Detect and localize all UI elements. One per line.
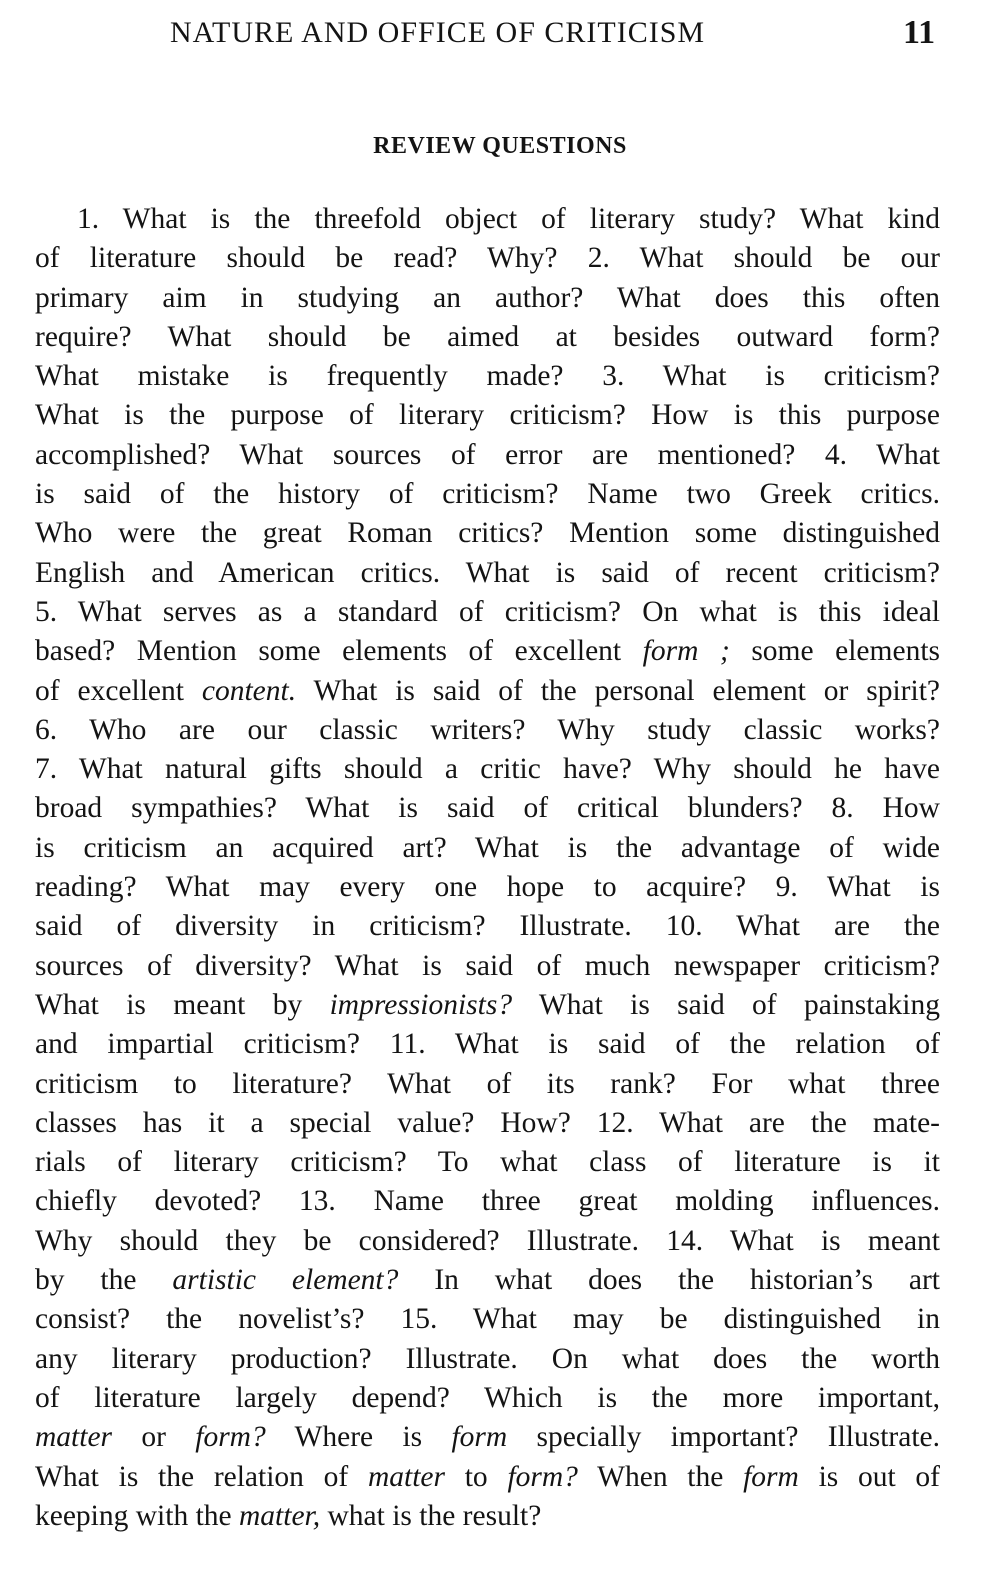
text-segment: to: [445, 1460, 508, 1493]
running-title: NATURE AND OFFICE OF CRITICISM: [170, 16, 706, 49]
text-line: [35, 1104, 940, 1143]
text-segment: sources of diversity? What is said of much newspaper criticism?: [35, 949, 940, 982]
text-line: [35, 396, 940, 435]
text-line: [35, 1379, 940, 1418]
text-segment: Where is: [265, 1421, 452, 1454]
text-segment: any literary production? Illustrate. On what does the worth: [35, 1342, 940, 1375]
text-segment: 5. What serves as a standard of criticism? On what is this ideal: [35, 595, 940, 628]
text-segment: When the: [577, 1460, 744, 1493]
text-segment: based? Mention some elements of excellent: [35, 635, 643, 668]
text-segment: classes has it a special value? How? 12. What are the mate-: [35, 1106, 940, 1139]
italic-text-segment: form: [451, 1421, 508, 1454]
text-segment: specially important? Illustrate.: [507, 1421, 940, 1454]
text-segment: criticism to literature? What of its rank? For what three: [35, 1067, 940, 1100]
text-line: [35, 1458, 940, 1497]
text-line: [35, 1300, 940, 1339]
text-segment: of literature largely depend? Which is the more important,: [35, 1381, 940, 1414]
text-segment: is said of the history of criticism? Name two Greek critics.: [35, 478, 940, 511]
text-segment: What is meant by: [35, 988, 330, 1021]
text-segment: keeping with the: [35, 1499, 239, 1532]
text-segment: some elements: [729, 635, 940, 668]
text-line: [35, 279, 940, 318]
text-line: [35, 868, 940, 907]
text-segment: is criticism an acquired art? What is the advantage of wide: [35, 831, 940, 864]
text-line: [35, 947, 940, 986]
text-segment: Who were the great Roman critics? Mention some distinguished: [35, 517, 940, 550]
text-segment: 1. What is the threefold object of literary study? What kind: [77, 203, 940, 235]
italic-text-segment: impressionists?: [329, 988, 513, 1021]
text-segment: is out of: [798, 1460, 940, 1493]
text-line: [35, 318, 940, 357]
italic-text-segment: form?: [195, 1421, 266, 1454]
italic-text-segment: content.: [201, 674, 297, 707]
text-line: [35, 632, 940, 671]
italic-text-segment: form ;: [642, 635, 730, 668]
text-line: [35, 1261, 940, 1300]
text-line: [35, 789, 940, 828]
text-line: [35, 1497, 940, 1536]
text-segment: In what does the historian’s art: [398, 1264, 940, 1297]
running-head: [0, 16, 1000, 66]
text-line: [35, 514, 940, 553]
text-segment: Why should they be considered? Illustrate. 14. What is meant: [35, 1224, 940, 1257]
text-segment: and impartial criticism? 11. What is said of the relation of: [35, 1028, 940, 1061]
text-segment: of literature should be read? Why? 2. What should be our: [35, 242, 940, 275]
text-segment: of excellent: [35, 674, 202, 707]
text-line: [35, 907, 940, 946]
text-segment: 6. Who are our classic writers? Why study classic works?: [35, 713, 940, 746]
text-segment: what is the result?: [320, 1499, 542, 1532]
text-line: [35, 1340, 940, 1379]
italic-text-segment: form?: [507, 1460, 578, 1493]
text-line: [35, 829, 940, 868]
text-line: [35, 475, 940, 514]
italic-text-segment: artistic element?: [172, 1264, 399, 1297]
text-segment: chiefly devoted? 13. Name three great molding influences.: [35, 1185, 940, 1218]
text-segment: What mistake is frequently made? 3. What is criticism?: [35, 360, 940, 393]
section-heading: REVIEW QUESTIONS: [373, 133, 627, 159]
text-segment: or: [112, 1421, 196, 1454]
text-segment: primary aim in studying an author? What does this often: [35, 281, 940, 314]
italic-text-segment: matter: [367, 1460, 445, 1493]
text-segment: What is the relation of: [35, 1460, 368, 1493]
text-line: [35, 711, 940, 750]
text-segment: What is said of the personal element or spirit?: [296, 674, 940, 707]
text-segment: rials of literary criticism? To what class of literature is it: [35, 1146, 940, 1179]
text-segment: said of diversity in criticism? Illustrate. 10. What are the: [35, 910, 940, 943]
text-segment: What is the purpose of literary criticism? How is this purpose: [35, 399, 940, 432]
text-line: [35, 1143, 940, 1182]
text-segment: broad sympathies? What is said of critical blunders? 8. How: [35, 792, 940, 825]
text-segment: reading? What may every one hope to acquire? 9. What is: [35, 871, 940, 904]
text-segment: English and American critics. What is said of recent criticism?: [35, 556, 940, 589]
text-line: [35, 1182, 940, 1221]
review-questions-paragraph: [35, 200, 940, 1536]
text-segment: by the: [35, 1264, 173, 1297]
text-segment: What is said of painstaking: [512, 988, 940, 1021]
text-line: [35, 1418, 940, 1457]
text-line: [35, 1025, 940, 1064]
text-line: [35, 1065, 940, 1104]
text-line: [35, 672, 940, 711]
text-segment: accomplished? What sources of error are mentioned? 4. What: [35, 438, 940, 471]
text-line: [35, 1222, 940, 1261]
text-line: [35, 436, 940, 475]
italic-text-segment: matter,: [239, 1499, 321, 1532]
text-line: [35, 200, 940, 239]
italic-text-segment: form: [743, 1460, 799, 1493]
text-line: [35, 239, 940, 278]
text-segment: 7. What natural gifts should a critic have? Why should he have: [35, 753, 940, 786]
text-line: [35, 593, 940, 632]
text-line: [35, 554, 940, 593]
text-line: [35, 357, 940, 396]
italic-text-segment: matter: [35, 1421, 113, 1454]
text-segment: consist? the novelist’s? 15. What may be distinguished in: [35, 1303, 940, 1336]
text-line: [35, 986, 940, 1025]
text-line: [35, 750, 940, 789]
page-number: 11: [903, 14, 936, 51]
text-segment: require? What should be aimed at besides outward form?: [35, 320, 940, 353]
